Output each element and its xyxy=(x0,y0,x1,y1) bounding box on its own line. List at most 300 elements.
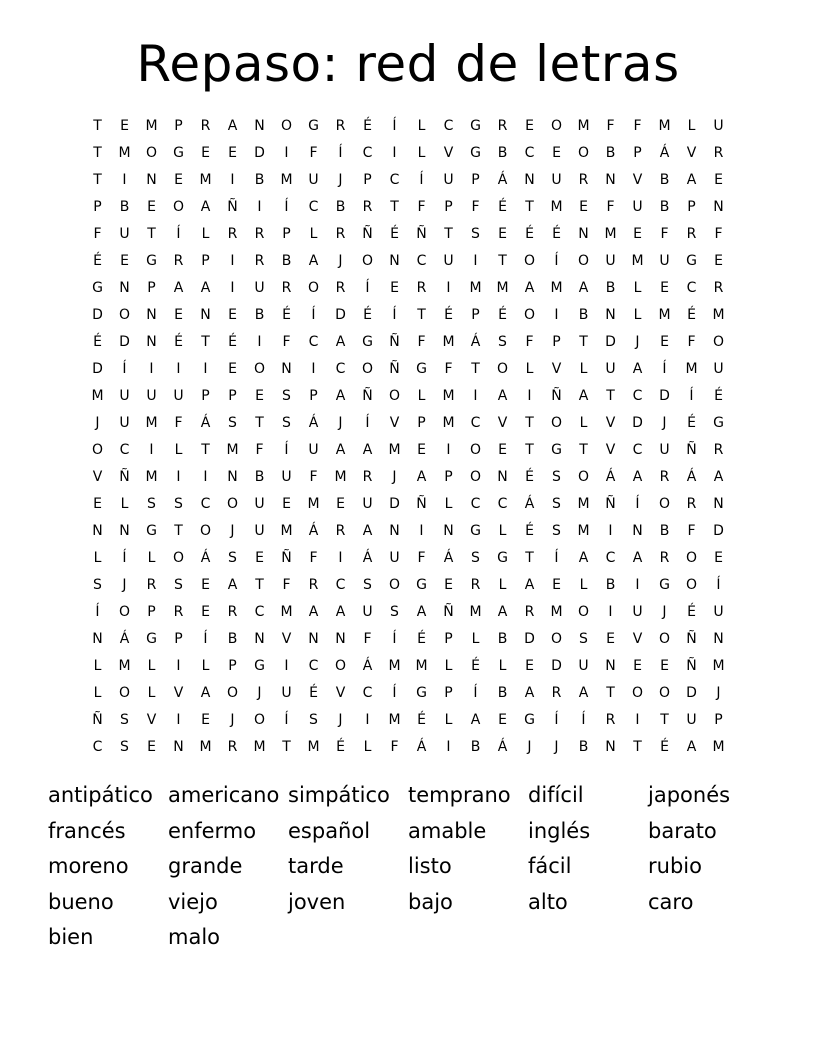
grid-cell[interactable]: A xyxy=(200,198,211,215)
grid-cell[interactable]: F xyxy=(255,441,264,458)
grid-cell[interactable]: M xyxy=(658,306,671,323)
grid-cell[interactable]: A xyxy=(470,711,481,728)
grid-cell[interactable]: A xyxy=(416,468,427,485)
grid-cell[interactable]: A xyxy=(335,603,346,620)
grid-cell[interactable]: Í xyxy=(284,711,289,728)
grid-cell[interactable]: O xyxy=(577,603,590,620)
grid-cell[interactable]: M xyxy=(91,387,104,404)
grid-cell[interactable]: V xyxy=(551,360,562,377)
grid-cell[interactable]: M xyxy=(334,468,347,485)
grid-cell[interactable]: U xyxy=(659,252,670,269)
grid-cell[interactable]: E xyxy=(552,576,561,593)
grid-cell[interactable]: G xyxy=(416,576,427,593)
grid-cell[interactable]: O xyxy=(361,360,374,377)
grid-cell[interactable]: P xyxy=(471,171,480,188)
grid-cell[interactable]: S xyxy=(309,711,318,728)
grid-cell[interactable]: T xyxy=(660,711,669,728)
grid-cell[interactable]: M xyxy=(145,414,158,431)
grid-cell[interactable]: L xyxy=(201,225,210,242)
grid-cell[interactable]: N xyxy=(605,738,616,755)
grid-cell[interactable]: S xyxy=(120,711,129,728)
grid-cell[interactable]: P xyxy=(309,387,318,404)
grid-cell[interactable]: C xyxy=(470,414,481,431)
grid-cell[interactable]: O xyxy=(577,144,590,161)
grid-cell[interactable]: A xyxy=(497,387,508,404)
grid-cell[interactable]: A xyxy=(335,387,346,404)
grid-cell[interactable]: T xyxy=(417,306,426,323)
grid-cell[interactable]: V xyxy=(497,414,508,431)
grid-cell[interactable]: B xyxy=(605,279,616,296)
grid-cell[interactable]: C xyxy=(308,657,319,674)
grid-cell[interactable]: N xyxy=(200,306,211,323)
grid-cell[interactable]: I xyxy=(446,738,451,755)
grid-cell[interactable]: F xyxy=(471,198,480,215)
grid-cell[interactable]: F xyxy=(417,198,426,215)
grid-cell[interactable]: P xyxy=(633,144,642,161)
grid-cell[interactable]: L xyxy=(525,360,534,377)
grid-cell[interactable]: Ñ xyxy=(281,549,292,566)
grid-cell[interactable]: C xyxy=(119,441,130,458)
grid-cell[interactable]: F xyxy=(660,225,669,242)
grid-cell[interactable]: R xyxy=(227,738,238,755)
grid-cell[interactable]: U xyxy=(551,171,562,188)
grid-cell[interactable]: F xyxy=(633,117,642,134)
grid-cell[interactable]: U xyxy=(281,468,292,485)
grid-cell[interactable]: F xyxy=(174,414,183,431)
grid-cell[interactable]: L xyxy=(633,279,642,296)
grid-cell[interactable]: P xyxy=(201,252,210,269)
grid-cell[interactable]: N xyxy=(92,522,103,539)
grid-cell[interactable]: M xyxy=(118,144,131,161)
grid-cell[interactable]: A xyxy=(524,576,535,593)
grid-cell[interactable]: R xyxy=(200,117,211,134)
grid-cell[interactable]: N xyxy=(254,117,265,134)
grid-cell[interactable]: E xyxy=(606,630,615,647)
grid-cell[interactable]: Á xyxy=(362,657,373,674)
grid-cell[interactable]: A xyxy=(632,549,643,566)
grid-cell[interactable]: B xyxy=(497,630,508,647)
grid-cell[interactable]: R xyxy=(335,225,346,242)
grid-cell[interactable]: C xyxy=(497,495,508,512)
grid-cell[interactable]: B xyxy=(254,171,265,188)
grid-cell[interactable]: Í xyxy=(338,144,343,161)
grid-cell[interactable]: A xyxy=(227,576,238,593)
grid-cell[interactable]: O xyxy=(253,711,266,728)
grid-cell[interactable]: N xyxy=(605,306,616,323)
grid-cell[interactable]: J xyxy=(554,738,559,755)
grid-cell[interactable]: U xyxy=(713,603,724,620)
grid-cell[interactable]: V xyxy=(686,144,697,161)
grid-cell[interactable]: U xyxy=(254,495,265,512)
grid-cell[interactable]: I xyxy=(608,603,613,620)
grid-cell[interactable]: M xyxy=(631,252,644,269)
grid-cell[interactable]: V xyxy=(281,630,292,647)
grid-cell[interactable]: E xyxy=(525,117,534,134)
grid-cell[interactable]: R xyxy=(659,549,670,566)
grid-cell[interactable]: U xyxy=(713,117,724,134)
grid-cell[interactable]: E xyxy=(147,738,156,755)
grid-cell[interactable]: I xyxy=(203,360,208,377)
grid-cell[interactable]: L xyxy=(633,306,642,323)
grid-cell[interactable]: E xyxy=(120,252,129,269)
grid-cell[interactable]: R xyxy=(686,495,697,512)
grid-cell[interactable]: G xyxy=(254,657,265,674)
grid-cell[interactable]: O xyxy=(658,495,671,512)
grid-cell[interactable]: Í xyxy=(122,549,127,566)
grid-cell[interactable]: L xyxy=(444,711,453,728)
grid-cell[interactable]: G xyxy=(416,360,427,377)
grid-cell[interactable]: N xyxy=(389,522,400,539)
grid-cell[interactable]: Á xyxy=(605,468,616,485)
grid-cell[interactable]: E xyxy=(174,306,183,323)
grid-cell[interactable]: R xyxy=(173,603,184,620)
grid-cell[interactable]: O xyxy=(172,549,185,566)
grid-cell[interactable]: T xyxy=(498,252,507,269)
grid-cell[interactable]: Í xyxy=(554,252,559,269)
grid-cell[interactable]: N xyxy=(281,360,292,377)
grid-cell[interactable]: É xyxy=(471,657,480,674)
grid-cell[interactable]: É xyxy=(444,306,453,323)
grid-cell[interactable]: R xyxy=(713,441,724,458)
grid-cell[interactable]: O xyxy=(226,684,239,701)
grid-cell[interactable]: D xyxy=(605,333,616,350)
grid-cell[interactable]: S xyxy=(471,225,480,242)
grid-cell[interactable]: É xyxy=(498,306,507,323)
grid-cell[interactable]: Ñ xyxy=(389,360,400,377)
grid-cell[interactable]: O xyxy=(685,576,698,593)
grid-cell[interactable]: Á xyxy=(308,414,319,431)
grid-cell[interactable]: V xyxy=(632,171,643,188)
grid-cell[interactable]: Ñ xyxy=(416,225,427,242)
grid-cell[interactable]: U xyxy=(281,684,292,701)
grid-cell[interactable]: M xyxy=(145,117,158,134)
grid-cell[interactable]: É xyxy=(228,333,237,350)
grid-cell[interactable]: F xyxy=(417,333,426,350)
grid-cell[interactable]: O xyxy=(91,441,104,458)
grid-cell[interactable]: I xyxy=(419,522,424,539)
grid-cell[interactable]: O xyxy=(388,387,401,404)
grid-cell[interactable]: E xyxy=(660,279,669,296)
grid-cell[interactable]: M xyxy=(388,657,401,674)
grid-cell[interactable]: M xyxy=(442,387,455,404)
grid-cell[interactable]: I xyxy=(176,657,181,674)
grid-cell[interactable]: U xyxy=(308,171,319,188)
grid-cell[interactable]: G xyxy=(470,144,481,161)
grid-cell[interactable]: C xyxy=(605,549,616,566)
grid-cell[interactable]: T xyxy=(174,522,183,539)
grid-cell[interactable]: S xyxy=(552,522,561,539)
grid-cell[interactable]: I xyxy=(635,711,640,728)
grid-cell[interactable]: F xyxy=(687,522,696,539)
grid-cell[interactable]: L xyxy=(120,495,129,512)
grid-cell[interactable]: E xyxy=(498,225,507,242)
grid-cell[interactable]: E xyxy=(201,576,210,593)
grid-cell[interactable]: A xyxy=(578,549,589,566)
grid-cell[interactable]: É xyxy=(93,333,102,350)
grid-cell[interactable]: O xyxy=(199,522,212,539)
grid-cell[interactable]: I xyxy=(554,306,559,323)
grid-cell[interactable]: N xyxy=(92,630,103,647)
grid-cell[interactable]: U xyxy=(119,414,130,431)
grid-cell[interactable]: U xyxy=(713,360,724,377)
grid-cell[interactable]: E xyxy=(228,144,237,161)
grid-cell[interactable]: F xyxy=(606,117,615,134)
grid-cell[interactable]: O xyxy=(469,468,482,485)
grid-cell[interactable]: B xyxy=(605,576,616,593)
grid-cell[interactable]: D xyxy=(119,333,130,350)
grid-cell[interactable]: U xyxy=(173,387,184,404)
grid-cell[interactable]: B xyxy=(659,171,670,188)
grid-cell[interactable]: C xyxy=(470,495,481,512)
grid-cell[interactable]: L xyxy=(579,360,588,377)
grid-cell[interactable]: T xyxy=(606,684,615,701)
grid-cell[interactable]: Ñ xyxy=(686,630,697,647)
grid-cell[interactable]: M xyxy=(712,738,725,755)
grid-cell[interactable]: R xyxy=(173,252,184,269)
grid-cell[interactable]: B xyxy=(254,306,265,323)
grid-cell[interactable]: R xyxy=(470,576,481,593)
grid-cell[interactable]: L xyxy=(147,657,156,674)
grid-cell[interactable]: E xyxy=(633,225,642,242)
grid-cell[interactable]: V xyxy=(605,414,616,431)
grid-cell[interactable]: G xyxy=(713,414,724,431)
grid-cell[interactable]: D xyxy=(713,522,724,539)
grid-cell[interactable]: O xyxy=(550,630,563,647)
grid-cell[interactable]: P xyxy=(201,387,210,404)
grid-cell[interactable]: Í xyxy=(581,711,586,728)
grid-cell[interactable]: L xyxy=(201,657,210,674)
grid-cell[interactable]: F xyxy=(309,144,318,161)
grid-cell[interactable]: F xyxy=(282,576,291,593)
grid-cell[interactable]: Í xyxy=(365,414,370,431)
grid-cell[interactable]: Ñ xyxy=(551,387,562,404)
grid-cell[interactable]: V xyxy=(443,144,454,161)
grid-cell[interactable]: L xyxy=(147,549,156,566)
grid-cell[interactable]: I xyxy=(257,333,262,350)
grid-cell[interactable]: A xyxy=(308,252,319,269)
grid-cell[interactable]: A xyxy=(686,171,697,188)
grid-cell[interactable]: L xyxy=(417,387,426,404)
grid-cell[interactable]: I xyxy=(392,144,397,161)
grid-cell[interactable]: E xyxy=(660,333,669,350)
grid-cell[interactable]: O xyxy=(145,144,158,161)
grid-cell[interactable]: L xyxy=(93,549,102,566)
grid-cell[interactable]: Á xyxy=(416,738,427,755)
grid-cell[interactable]: V xyxy=(632,630,643,647)
grid-cell[interactable]: E xyxy=(498,441,507,458)
grid-cell[interactable]: G xyxy=(470,117,481,134)
grid-cell[interactable]: E xyxy=(525,657,534,674)
grid-cell[interactable]: R xyxy=(335,522,346,539)
grid-cell[interactable]: M xyxy=(118,657,131,674)
grid-cell[interactable]: F xyxy=(687,333,696,350)
grid-cell[interactable]: É xyxy=(363,306,372,323)
grid-cell[interactable]: S xyxy=(93,576,102,593)
grid-cell[interactable]: J xyxy=(392,468,397,485)
grid-cell[interactable]: É xyxy=(552,225,561,242)
grid-cell[interactable]: M xyxy=(577,117,590,134)
grid-cell[interactable]: G xyxy=(146,252,157,269)
grid-cell[interactable]: Á xyxy=(308,522,319,539)
grid-cell[interactable]: L xyxy=(579,576,588,593)
grid-cell[interactable]: L xyxy=(147,684,156,701)
grid-cell[interactable]: M xyxy=(550,198,563,215)
grid-cell[interactable]: M xyxy=(442,333,455,350)
grid-cell[interactable]: Í xyxy=(419,171,424,188)
grid-cell[interactable]: P xyxy=(282,225,291,242)
grid-cell[interactable]: Í xyxy=(689,387,694,404)
grid-cell[interactable]: U xyxy=(686,711,697,728)
grid-cell[interactable]: F xyxy=(525,333,534,350)
grid-cell[interactable]: Í xyxy=(392,684,397,701)
grid-cell[interactable]: Ñ xyxy=(227,198,238,215)
grid-cell[interactable]: I xyxy=(176,711,181,728)
grid-cell[interactable]: O xyxy=(388,576,401,593)
grid-cell[interactable]: C xyxy=(308,198,319,215)
grid-cell[interactable]: C xyxy=(92,738,103,755)
grid-cell[interactable]: A xyxy=(227,117,238,134)
grid-cell[interactable]: C xyxy=(362,684,373,701)
grid-cell[interactable]: O xyxy=(577,252,590,269)
grid-cell[interactable]: A xyxy=(497,603,508,620)
grid-cell[interactable]: N xyxy=(713,198,724,215)
grid-cell[interactable]: Ñ xyxy=(416,495,427,512)
grid-cell[interactable]: I xyxy=(176,468,181,485)
grid-cell[interactable]: R xyxy=(254,225,265,242)
grid-cell[interactable]: G xyxy=(497,549,508,566)
grid-cell[interactable]: F xyxy=(309,549,318,566)
grid-cell[interactable]: C xyxy=(632,387,643,404)
grid-cell[interactable]: M xyxy=(226,441,239,458)
grid-cell[interactable]: E xyxy=(336,495,345,512)
grid-cell[interactable]: P xyxy=(93,198,102,215)
grid-cell[interactable]: V xyxy=(173,684,184,701)
grid-cell[interactable]: Í xyxy=(554,549,559,566)
grid-cell[interactable]: F xyxy=(93,225,102,242)
grid-cell[interactable]: J xyxy=(230,522,235,539)
grid-cell[interactable]: Á xyxy=(497,738,508,755)
grid-cell[interactable]: R xyxy=(254,252,265,269)
grid-cell[interactable]: T xyxy=(471,360,480,377)
grid-cell[interactable]: T xyxy=(201,333,210,350)
grid-cell[interactable]: O xyxy=(523,252,536,269)
grid-cell[interactable]: V xyxy=(389,414,400,431)
grid-cell[interactable]: R xyxy=(605,711,616,728)
grid-cell[interactable]: E xyxy=(633,657,642,674)
grid-cell[interactable]: Á xyxy=(443,549,454,566)
grid-cell[interactable]: E xyxy=(579,198,588,215)
grid-cell[interactable]: F xyxy=(363,630,372,647)
grid-cell[interactable]: D xyxy=(254,144,265,161)
grid-cell[interactable]: M xyxy=(442,414,455,431)
grid-cell[interactable]: L xyxy=(363,738,372,755)
grid-cell[interactable]: L xyxy=(174,441,183,458)
grid-cell[interactable]: É xyxy=(390,225,399,242)
grid-cell[interactable]: B xyxy=(659,198,670,215)
grid-cell[interactable]: I xyxy=(446,441,451,458)
grid-cell[interactable]: N xyxy=(443,522,454,539)
grid-cell[interactable]: É xyxy=(525,522,534,539)
grid-cell[interactable]: E xyxy=(714,171,723,188)
grid-cell[interactable]: B xyxy=(281,252,292,269)
grid-cell[interactable]: A xyxy=(308,603,319,620)
grid-cell[interactable]: N xyxy=(578,225,589,242)
grid-cell[interactable]: D xyxy=(686,684,697,701)
grid-cell[interactable]: E xyxy=(120,117,129,134)
grid-cell[interactable]: P xyxy=(147,279,156,296)
grid-cell[interactable]: N xyxy=(389,252,400,269)
grid-cell[interactable]: N xyxy=(713,495,724,512)
grid-cell[interactable]: O xyxy=(658,684,671,701)
grid-cell[interactable]: M xyxy=(280,522,293,539)
grid-cell[interactable]: E xyxy=(714,549,723,566)
grid-cell[interactable]: A xyxy=(578,684,589,701)
grid-cell[interactable]: I xyxy=(284,657,289,674)
grid-cell[interactable]: Á xyxy=(686,468,697,485)
grid-cell[interactable]: M xyxy=(280,603,293,620)
grid-cell[interactable]: S xyxy=(471,549,480,566)
grid-cell[interactable]: P xyxy=(687,198,696,215)
grid-cell[interactable]: U xyxy=(389,549,400,566)
grid-cell[interactable]: P xyxy=(444,630,453,647)
grid-cell[interactable]: M xyxy=(550,279,563,296)
grid-cell[interactable]: Á xyxy=(470,333,481,350)
grid-cell[interactable]: T xyxy=(390,198,399,215)
grid-cell[interactable]: Í xyxy=(284,198,289,215)
grid-cell[interactable]: E xyxy=(417,441,426,458)
grid-cell[interactable]: P xyxy=(147,603,156,620)
grid-cell[interactable]: U xyxy=(605,360,616,377)
grid-cell[interactable]: P xyxy=(363,171,372,188)
grid-cell[interactable]: D xyxy=(524,630,535,647)
grid-cell[interactable]: M xyxy=(145,468,158,485)
grid-cell[interactable]: Á xyxy=(524,495,535,512)
grid-cell[interactable]: S xyxy=(282,387,291,404)
grid-cell[interactable]: T xyxy=(444,225,453,242)
grid-cell[interactable]: R xyxy=(551,684,562,701)
grid-cell[interactable]: J xyxy=(635,333,640,350)
grid-cell[interactable]: U xyxy=(254,522,265,539)
grid-cell[interactable]: É xyxy=(714,387,723,404)
grid-cell[interactable]: R xyxy=(308,576,319,593)
grid-cell[interactable]: L xyxy=(471,630,480,647)
grid-cell[interactable]: L xyxy=(417,117,426,134)
grid-cell[interactable]: A xyxy=(713,468,724,485)
grid-cell[interactable]: C xyxy=(443,117,454,134)
grid-cell[interactable]: L xyxy=(579,414,588,431)
grid-cell[interactable]: R xyxy=(362,468,373,485)
grid-cell[interactable]: E xyxy=(147,198,156,215)
grid-cell[interactable]: O xyxy=(361,252,374,269)
grid-cell[interactable]: A xyxy=(173,279,184,296)
grid-cell[interactable]: U xyxy=(443,252,454,269)
grid-cell[interactable]: U xyxy=(308,441,319,458)
grid-cell[interactable]: U xyxy=(659,441,670,458)
grid-cell[interactable]: É xyxy=(417,630,426,647)
grid-cell[interactable]: L xyxy=(498,522,507,539)
grid-cell[interactable]: N xyxy=(119,279,130,296)
grid-cell[interactable]: O xyxy=(280,117,293,134)
grid-cell[interactable]: I xyxy=(122,171,127,188)
grid-cell[interactable]: T xyxy=(525,441,534,458)
grid-cell[interactable]: N xyxy=(632,522,643,539)
grid-cell[interactable]: C xyxy=(632,441,643,458)
grid-cell[interactable]: U xyxy=(578,657,589,674)
grid-cell[interactable]: E xyxy=(660,657,669,674)
grid-cell[interactable]: N xyxy=(227,468,238,485)
grid-cell[interactable]: S xyxy=(579,630,588,647)
grid-cell[interactable]: G xyxy=(524,711,535,728)
